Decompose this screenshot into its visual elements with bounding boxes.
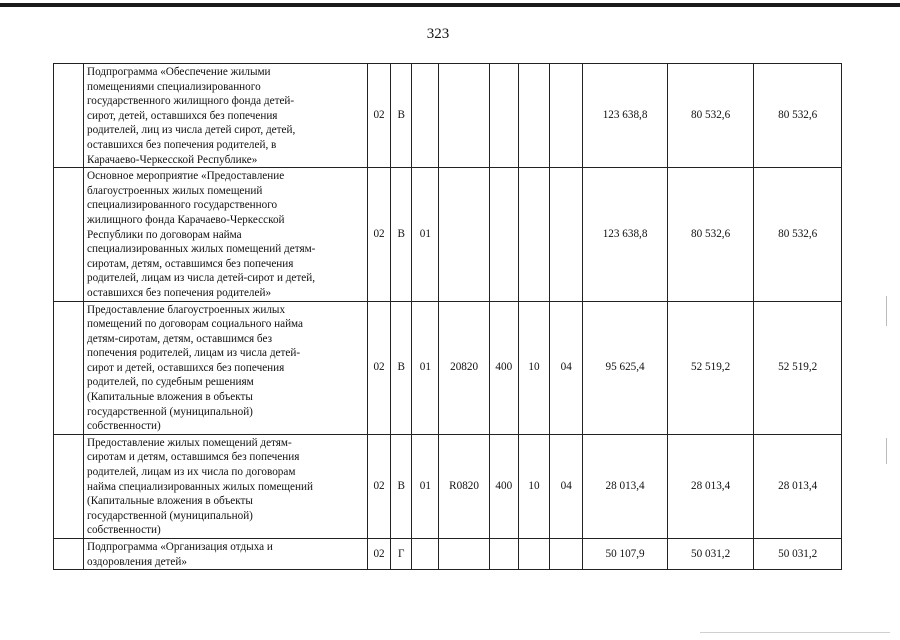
cell-amount3: 80 532,6 [754,168,842,301]
row-name-line: сирот и детей, оставшихся без попечения [87,361,285,374]
row-name-line: помещений по договорам социального найма [87,318,304,331]
row-name-line: сиротам и детям, оставшимся без попечения [87,451,300,464]
cell-event [412,539,439,570]
cell-prog: 02 [367,168,390,301]
cell-event [412,64,439,168]
table-row [54,64,842,168]
top-rule [0,3,900,7]
row-name-cell [54,64,368,168]
table-row [54,539,842,570]
cell-prog: 02 [367,301,390,434]
cell-pr [550,64,583,168]
row-name-line: Предоставление жилых помещений детям- [87,436,292,449]
cell-amount3: 50 031,2 [754,539,842,570]
cell-rz: 10 [518,434,549,538]
row-name-line: Основное мероприятие «Предоставление [87,170,285,183]
cell-rz [518,539,549,570]
row-name-line: родителей, лицам из числа детей-сирот и детей, [87,272,316,285]
cell-vr [489,539,518,570]
row-name-line: жилищного фонда Карачаево-Черкесской [87,213,285,226]
cell-amount1: 123 638,8 [583,168,668,301]
cell-event: 01 [412,434,439,538]
cell-subprog: В [391,301,412,434]
row-name-line: родителей, по судебным решениям [87,376,254,389]
row-name-line: родителей, лицам из их числа по договорам [87,466,296,479]
scan-mark [886,296,887,326]
cell-vr [489,168,518,301]
cell-direction: R0820 [439,434,489,538]
row-name-line: Подпрограмма «Обеспечение жилыми [87,66,271,78]
row-name-line: специализированных жилых помещений детям- [87,243,316,256]
row-name-line: родителей, лиц из числа детей сирот, детей, [87,124,296,137]
cell-pr: 04 [550,434,583,538]
row-name-cell [54,434,368,538]
cell-rz [518,168,549,301]
row-name-line: (Капитальные вложения в объекты [87,391,253,404]
row-name-line: собственности) [87,420,161,433]
row-name-line: оставшихся без попечения родителей, в [87,138,277,151]
table-row [54,434,842,538]
cell-direction: 20820 [439,301,489,434]
row-name-line: Подпрограмма «Организация отдыха и [87,541,273,553]
cell-subprog: В [391,64,412,168]
cell-event: 01 [412,301,439,434]
scan-mark [886,438,887,464]
cell-prog: 02 [367,434,390,538]
budget-table [53,63,842,570]
row-name-line: сиротам, детям, оставшимся без попечения [87,257,294,270]
cell-pr [550,168,583,301]
budget-table-body [54,64,842,570]
row-name-line: Предоставление благоустроенных жилых [87,303,286,316]
row-name-line: (Капитальные вложения в объекты [87,495,253,508]
row-name-line: собственности) [87,524,161,537]
cell-vr: 400 [489,434,518,538]
row-name-line: оставшихся без попечения родителей» [87,286,272,299]
page-number: 323 [426,26,450,42]
row-name-cell [54,168,368,301]
row-name-cell [54,539,368,570]
cell-rz [518,64,549,168]
cell-amount3: 28 013,4 [754,434,842,538]
table-row [54,301,842,434]
cell-amount2: 80 532,6 [667,64,754,168]
row-name-line: Карачаево-Черкесской Республике» [87,153,258,166]
cell-amount2: 80 532,6 [667,168,754,301]
row-name-line: найма специализированных жилых помещений [87,480,313,493]
row-name-line: специализированного государственного [87,199,278,212]
cell-subprog: В [391,168,412,301]
cell-amount3: 80 532,6 [754,64,842,168]
cell-vr [489,64,518,168]
row-name-line: благоустроенных жилых помещений [87,184,263,197]
cell-amount2: 28 013,4 [667,434,754,538]
row-name-line: государственной (муниципальной) [87,509,253,522]
cell-rz: 10 [518,301,549,434]
cell-amount1: 95 625,4 [583,301,668,434]
row-name-cell [54,301,368,434]
cell-vr: 400 [489,301,518,434]
cell-prog: 02 [367,64,390,168]
cell-pr: 04 [550,301,583,434]
cell-prog: 02 [367,539,390,570]
cell-subprog: В [391,434,412,538]
row-name-line: Республики по договорам найма [87,228,242,241]
scan-dash [700,632,890,633]
cell-amount1: 50 107,9 [583,539,668,570]
row-name-line: государственной (муниципальной) [87,405,253,418]
cell-pr [550,539,583,570]
cell-direction [439,64,489,168]
row-name-line: оздоровления детей» [87,555,187,568]
cell-direction [439,539,489,570]
row-name-line: помещениями специализированного [87,80,261,93]
table-row [54,168,842,301]
cell-amount1: 123 638,8 [583,64,668,168]
row-name-line: государственного жилищного фонда детей- [87,95,295,108]
cell-amount1: 28 013,4 [583,434,668,538]
cell-amount3: 52 519,2 [754,301,842,434]
cell-subprog: Г [391,539,412,570]
row-name-line: попечения родителей, лицам из числа детей- [87,347,301,360]
cell-direction [439,168,489,301]
row-name-line: сирот, детей, оставшихся без попечения [87,109,278,122]
cell-amount2: 50 031,2 [667,539,754,570]
cell-amount2: 52 519,2 [667,301,754,434]
row-name-line: детям-сиротам, детям, оставшимся без [87,332,272,345]
cell-event: 01 [412,168,439,301]
